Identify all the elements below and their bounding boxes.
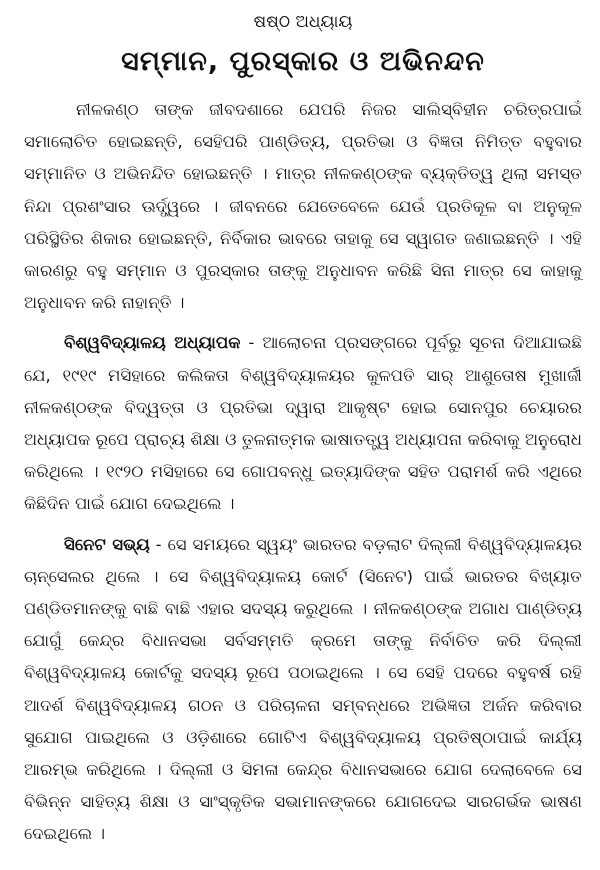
paragraph-heading: ସିନେଟ ସଭ୍ୟ [64, 534, 150, 554]
paragraph-university-lecturer [24, 327, 582, 520]
chapter-title: ସମ୍ମାନ, ପୁରସ୍କାର ଓ ଅଭିନନ୍ଦନ [121, 46, 485, 77]
paragraph-text: - ଆଲୋଚନା ପ୍ରସଙ୍ଗରେ ପୂର୍ବରୁ ସୂଚନା ଦିଆଯାଇଛି ଯେ, ୧୯୧୯ ମସିହାରେ କଲିକତା ବିଶ୍ୱବିଦ୍ୟାଳୟର କୁଳପତି ସାର୍ ଆଶୁତୋଷ ମୁଖାର୍ଜୀ ନୀଳକଣ୍ଠଙ୍କ ବିଦ୍ୱତ୍ତା ଓ ପ୍ରତିଭା ଦ୍ୱାରା ଆକୃଷ୍ଟ ହୋଇ ସୋନପୁର ଚେୟାରର ଅଧ୍ୟାପକ ରୂପେ ପ୍ରାଚ୍ୟ ଶିକ୍ଷା ଓ ତୁଳନାତ୍ମକ ଭାଷାତତ୍ତ୍ୱ ଅଧ୍ୟାପନା କରିବାକୁ ଅନୁରୋଧ କରିଥିଲେ । ୧୯୨୦ ମସିହାରେ ସେ ଗୋପବନ୍ଧୁ ଇତ୍ୟାଦିଙ୍କ ସହିତ ପରାମର୍ଶ କରି ଏଥିରେ କିଛିଦିନ ପାଇଁ ଯୋଗ ଦେଇଥିଲେ । [24, 333, 582, 514]
paragraph-intro [24, 94, 582, 319]
paragraph-text: - ସେ ସମୟରେ ସ୍ୱୟଂ ଭାରତର ବଡ଼ଲାଟ ଦିଲ୍ଲୀ ବିଶ୍ୱବିଦ୍ୟାଳୟର ଚାନ୍‌ସେଲର ଥିଲେ । ସେ ବିଶ୍ୱବିଦ୍ୟାଳୟ କୋର୍ଟ (ସିନେଟ) ପାଇଁ ଭାରତର ବିଖ୍ୟାତ ପଣ୍ଡିତମାନଙ୍କୁ ବାଛି ବାଛି ଏହାର ସଦସ୍ୟ କରୁଥିଲେ । ନୀଳକଣ୍ଠଙ୍କ ଅଗାଧ ପାଣ୍ଡିତ୍ୟ ଯୋଗୁଁ କେନ୍ଦ୍ର ବିଧାନସଭା ସର୍ବସମ୍ମତି କ୍ରମେ ତାଙ୍କୁ ନିର୍ବାଚିତ କରି ଦିଲ୍ଲୀ ବିଶ୍ୱବିଦ୍ୟାଳୟ କୋର୍ଟକୁ ସଦସ୍ୟ ରୂପେ ପଠାଇଥିଲେ । ସେ ସେହି ପଦରେ ବହୁବର୍ଷ ରହି ଆଦର୍ଶ ବିଶ୍ୱବିଦ୍ୟାଳୟ ଗଠନ ଓ ପରିଚାଳନା ସମ୍ବନ୍ଧରେ ଅଭିଜ୍ଞତା ଅର୍ଜନ କରିବାର ସୁଯୋଗ ପାଇଥିଲେ ଓ ଓଡ଼ିଶାରେ ଗୋଟିଏ ବିଶ୍ୱବିଦ୍ୟାଳୟ ପ୍ରତିଷ୍ଠାପାଇଁ କାର୍ଯ୍ୟ ଆରମ୍ଭ କରିଥିଲେ । ଦିଲ୍ଲୀ ଓ ସିମଳା କେନ୍ଦ୍ର ବିଧାନସଭାରେ ଯୋଗ ଦେଲାବେଳେ ସେ ବିଭିନ୍ନ ସାହିତ୍ୟ ଶିକ୍ଷା ଓ ସାଂସ୍କୃତିକ ସଭାମାନଙ୍କରେ ଯୋଗଦେଇ ସାରଗର୍ଭକ ଭାଷଣ ଦେଇଥିଲେ । [24, 534, 583, 844]
paragraph-text: ନୀଳକଣ୍ଠ ତାଙ୍କ ଜୀବଦଶାରେ ଯେପରି ନିଜର ସାଲିସ୍‌ବିହୀନ ଚରିତ୍ରପାଇଁ ସମାଲୋଚିତ ହୋଇଛନ୍ତି, ସେହିପରି ପାଣ୍ଡିତ୍ୟ, ପ୍ରତିଭା ଓ ବିଜ୍ଞତା ନିମିତ୍ତ ବହୁବାର ସମ୍ମାନିତ ଓ ଅଭିନନ୍ଦିତ ହୋଇଛନ୍ତି । ମାତ୍ର ନୀଳକଣ୍ଠଙ୍କ ବ୍ୟକ୍ତିତ୍ୱ ଥିଲା ସମସ୍ତ ନିନ୍ଦା ପ୍ରଶଂସାର ଊର୍ଦ୍ଧ୍ୱରେ । ଜୀବନରେ ଯେତେବେଳେ ଯେଉଁ ପ୍ରତିକୂଳ ବା ଅନୁକୂଳ ପରିସ୍ଥିତିର ଶିକାର ହୋଇଛନ୍ତି, ନିର୍ବିକାର ଭାବରେ ତାହାକୁ ସେ ସ୍ୱାଗତ ଜଣାଇଛନ୍ତି । ଏହି କାରଣରୁ ବହୁ ସମ୍ମାନ ଓ ପୁରସ୍କାର ତାଙ୍କୁ ଅନୁଧାବନ କରିଛି ସିନା ମାତ୍ର ସେ କାହାକୁ ଅନୁଧାବନ କରି ନାହାନ୍ତି । [24, 100, 582, 313]
paragraph-senate-member [24, 529, 582, 851]
chapter-label: ଷଷ୍ଠ ଅଧ୍ୟାୟ [253, 12, 353, 32]
paragraph-heading: ବିଶ୍ୱବିଦ୍ୟାଳୟ ଅଧ୍ୟାପକ [64, 333, 241, 353]
